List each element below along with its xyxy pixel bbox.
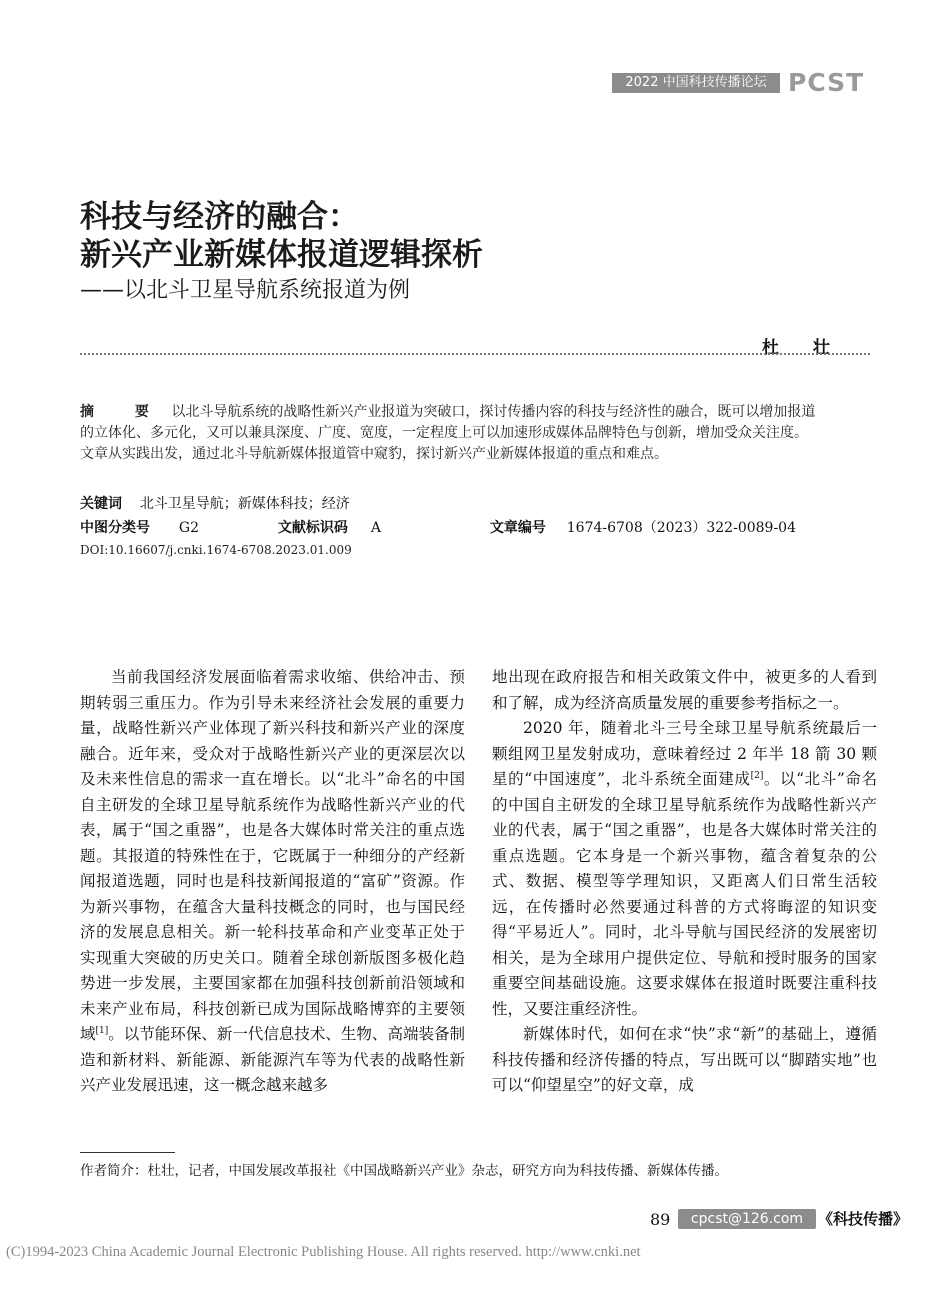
article-subtitle: ——以北斗卫星导航系统报道为例 [80,278,411,303]
body-text: 2020 年，随着北斗三号全球卫星导航系统最后一颗组网卫星发射成功，意味着经过 2 年半 18 箭 30 颗星的“中国速度”，北斗系统全面建成 [492,719,877,788]
body-text: 。以节能环保、新一代信息技术、生物、高端装备制造和新材料、新能源、新能源汽车等为代表的战略性新兴产业发展迅速，这一概念越来越多 [80,1025,465,1094]
doi: DOI:10.16607/j.cnki.1674-6708.2023.01.009 [80,543,352,557]
title-divider [80,353,870,359]
reference-mark[interactable]: [1] [95,1025,109,1036]
journal-name: 《科技传播》 [818,1210,909,1228]
abstract-label: 摘 要 [80,404,167,420]
body-left-column [80,665,465,1099]
body-paragraph [492,1022,877,1099]
body-right-column [492,665,877,1099]
keywords-label: 关键词 [80,496,122,512]
body-paragraph [492,665,877,716]
article-title-line1: 科技与经济的融合： [80,199,359,235]
forum-banner: 2022 中国科技传播论坛 [612,73,780,93]
doc-code-value: A [370,520,381,536]
body-text: 当前我国经济发展面临着需求收缩、供给冲击、预期转弱三重压力。作为引导未来经济社会发展的重要力量，战略性新兴产业体现了新兴科技和新兴产业的深度融合。近年来，受众对于战略性新兴产业的更深层次以及未来性信息的需求一直在增长。以“北斗”命名的中国自主研发的全球卫星导航系统作为战略性新兴产业的代表，属于“国之重器”，也是各大媒体时常关注的重点选题。其报道的特殊性在于，它既属于一种细分的产经新闻报道选题，同时也是科技新闻报道的“富矿”资源。作为新兴事物，在蕴含大量科技概念的同时，也与国民经济的发展息息相关。新一轮科技革命和产业变革正处于实现重大突破的历史关口。随着全球创新版图多极化趋势进一步发展，主要国家都在加强科技创新前沿领域和未来产业布局，科技创新已成为国际战略博弈的主要领域 [80,668,465,1043]
author-bio-footnote: 作者简介：杜壮，记者，中国发展改革报社《中国战略新兴产业》杂志，研究方向为科技传播、新媒体传播。 [80,1163,728,1179]
body-paragraph [492,716,877,1022]
footnote-rule [80,1152,175,1153]
body-text: 地出现在政府报告和相关政策文件中，被更多的人看到和了解，成为经济高质量发展的重要参考指标之一。 [492,668,877,712]
author-name: 杜 壮 [762,338,844,358]
body-paragraph [80,665,465,1099]
copyright-watermark: (C)1994-2023 China Academic Journal Electronic Publishing House. All rights reserved. http://www.cnki.net [6,1244,641,1260]
reference-mark[interactable]: [2] [750,770,764,781]
doc-code-label: 文献标识码 [277,520,348,536]
email-badge[interactable]: cpcst@126.com [678,1209,816,1229]
classification-row [80,518,840,538]
keywords-row [80,494,350,514]
pcst-logo: PCST [788,68,865,97]
abstract-text: 以北斗导航系统的战略性新兴产业报道为突破口，探讨传播内容的科技与经济性的融合，既可以增加报道的立体化、多元化，又可以兼具深度、广度、宽度，一定程度上可以加速形成媒体品牌特色与创新，增加受众关注度。文章从实践出发，通过北斗导航新媒体报道管中窥豹，探讨新兴产业新媒体报道的重点和难点。 [80,404,816,462]
abstract [80,402,820,465]
clc-label: 中图分类号 [80,520,150,536]
body-text: 。以“北斗”命名的中国自主研发的全球卫星导航系统作为战略性新兴产业的代表，属于“国之重器”，也是各大媒体时常关注的重点选题。它本身是一个新兴事物，蕴含着复杂的公式、数据、模型等学理知识，又距离人们日常生活较远，在传播时必然要通过科普的方式将晦涩的知识变得“平易近人”。同时，北斗导航与国民经济的发展密切相关，是为全球用户提供定位、导航和授时服务的国家重要空间基础设施。这要求媒体在报道时既要注重科技性，又要注重经济性。 [492,770,877,1018]
article-no-label: 文章编号 [489,520,546,536]
clc-value: G2 [178,520,199,536]
keywords-text: 北斗卫星导航；新媒体科技；经济 [139,496,350,512]
article-no-value: 1674-6708（2023）322-0089-04 [566,520,796,536]
page-number: 89 [650,1210,671,1229]
article-title-line2: 新兴产业新媒体报道逻辑探析 [80,237,483,273]
body-text: 新媒体时代，如何在求“快”求“新”的基础上，遵循科技传播和经济传播的特点，写出既可以“脚踏实地”也可以“仰望星空”的好文章，成 [492,1025,877,1094]
